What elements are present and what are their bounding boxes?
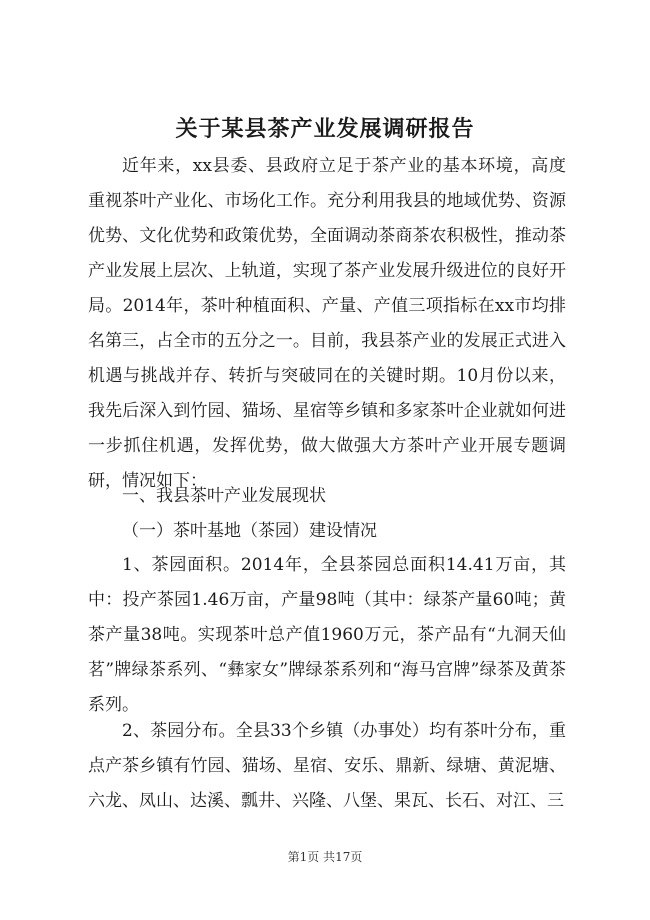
document-title: 关于某县茶产业发展调研报告 (175, 116, 475, 142)
section-heading: 一、我县茶叶产业发展现状 (122, 486, 326, 506)
item-paragraph-2: 2、茶园分布。全县33个乡镇（办事处）均有茶叶分布，重点产茶乡镇有竹园、猫场、星宿、安乐、鼎新、绿塘、黄泥塘、六龙、凤山、达溪、瓢井、兴隆、八堡、果瓦、长石、对江、三 (88, 721, 566, 811)
page-footer: 第1页 共17页 (287, 850, 363, 864)
subsection-heading: （一）茶叶基地（茶园）建设情况 (122, 521, 377, 541)
item-paragraph-1: 1、茶园面积。2014年，全县茶园总面积14.41万亩，其中：投产茶园1.46万亩，产量98吨（其中：绿茶产量60吨；黄茶产量38吨。实现茶叶总产值1960万元，茶产品有“九洞天仙茗”牌绿茶系列、“彝家女”牌绿茶系列和“海马宫牌”绿茶及黄茶系列。 (88, 555, 566, 715)
intro-paragraph: 近年来，xx县委、县政府立足于茶产业的基本环境，高度重视茶叶产业化、市场化工作。充分利用我县的地域优势、资源优势、文化优势和政策优势，全面调动茶商茶农积极性，推动茶产业发展上层次、上轨道，实现了茶产业发展升级进位的良好开局。2014年，茶叶种植面积、产量、产值三项指标在xx市均排名第三，占全市的五分之一。目前，我县茶产业的发展正式进入机遇与挑战并存、转折与突破同在的关键时期。10月份以来，我先后深入到竹园、猫场、星宿等乡镇和多家茶叶企业就如何进一步抓住机遇，发挥优势，做大做强大方茶叶产业开展专题调研，情况如下： (88, 156, 566, 491)
